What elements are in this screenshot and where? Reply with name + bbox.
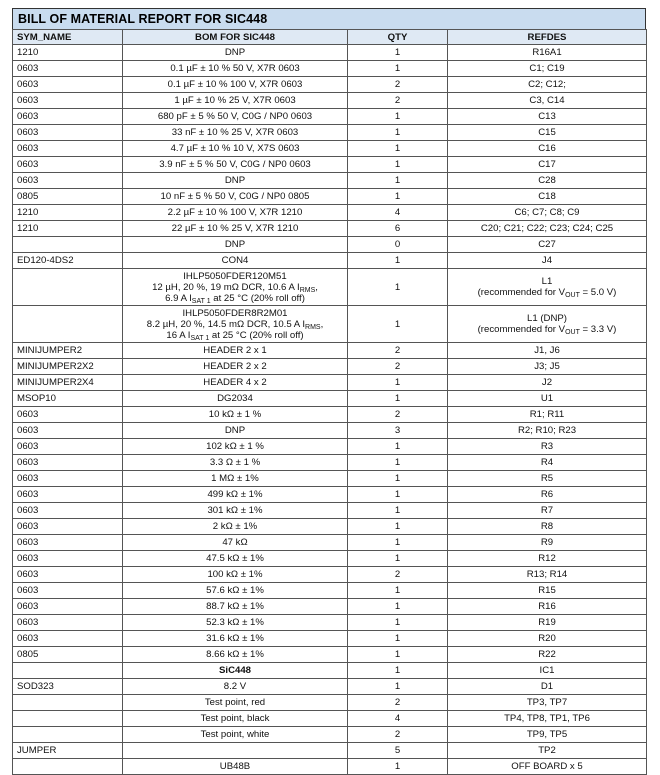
bom-cell: 499 kΩ ± 1% bbox=[123, 487, 348, 503]
subscript-text: OUT bbox=[565, 292, 580, 299]
qty-cell: 1 bbox=[348, 615, 448, 631]
sym-name-cell: 0805 bbox=[13, 647, 123, 663]
qty-cell: 2 bbox=[348, 359, 448, 375]
sym-name-cell: 0603 bbox=[13, 551, 123, 567]
sym-name-cell bbox=[13, 711, 123, 727]
refdes-cell: R12 bbox=[448, 551, 647, 567]
text-span: 8.2 µH, 20 %, 14.5 mΩ DCR, 10.5 A I bbox=[146, 318, 306, 330]
text-span: (recommended for V bbox=[477, 287, 566, 298]
sym-name-cell: 0603 bbox=[13, 487, 123, 503]
qty-cell: 1 bbox=[348, 306, 448, 343]
table-row bbox=[13, 567, 647, 583]
bom-cell: Test point, white bbox=[123, 727, 348, 743]
table-row bbox=[13, 359, 647, 375]
report-title: BILL OF MATERIAL REPORT FOR SIC448 bbox=[12, 8, 646, 29]
bom-cell: 88.7 kΩ ± 1% bbox=[123, 599, 348, 615]
table-row bbox=[13, 375, 647, 391]
qty-cell: 1 bbox=[348, 663, 448, 679]
refdes-cell: R1; R11 bbox=[448, 407, 647, 423]
text-span: at 25 °C (20% roll off) bbox=[210, 292, 305, 304]
table-row bbox=[13, 455, 647, 471]
text-span: at 25 °C (20% roll off) bbox=[209, 329, 304, 341]
subscript-text: OUT bbox=[565, 329, 580, 336]
refdes-cell: R19 bbox=[448, 615, 647, 631]
refdes-cell: J2 bbox=[448, 375, 647, 391]
subscript-text: SAT 1 bbox=[191, 297, 211, 305]
sym-name-cell: MSOP10 bbox=[13, 391, 123, 407]
text-span: (recommended for V bbox=[477, 324, 566, 335]
qty-cell: 2 bbox=[348, 695, 448, 711]
qty-cell: 1 bbox=[348, 487, 448, 503]
refdes-cell: TP4, TP8, TP1, TP6 bbox=[448, 711, 647, 727]
refdes-cell: TP9, TP5 bbox=[448, 727, 647, 743]
bom-cell: 8.2 V bbox=[123, 679, 348, 695]
header-row bbox=[13, 30, 647, 45]
bom-cell: 301 kΩ ± 1% bbox=[123, 503, 348, 519]
refdes-cell: TP3, TP7 bbox=[448, 695, 647, 711]
bom-cell bbox=[123, 743, 348, 759]
bom-cell: 102 kΩ ± 1 % bbox=[123, 439, 348, 455]
qty-cell: 3 bbox=[348, 423, 448, 439]
refdes-cell: R16 bbox=[448, 599, 647, 615]
table-row bbox=[13, 471, 647, 487]
qty-cell: 1 bbox=[348, 599, 448, 615]
refdes-cell: U1 bbox=[448, 391, 647, 407]
sym-name-cell bbox=[13, 306, 123, 343]
qty-cell: 1 bbox=[348, 455, 448, 471]
text-span: L1 bbox=[541, 276, 553, 287]
table-row bbox=[13, 727, 647, 743]
sym-name-cell: 0603 bbox=[13, 599, 123, 615]
table-row bbox=[13, 647, 647, 663]
sym-name-cell: 0603 bbox=[13, 631, 123, 647]
refdes-cell: D1 bbox=[448, 679, 647, 695]
qty-cell: 1 bbox=[348, 173, 448, 189]
bom-cell: 57.6 kΩ ± 1% bbox=[123, 583, 348, 599]
bom-cell: 2 kΩ ± 1% bbox=[123, 519, 348, 535]
qty-cell: 2 bbox=[348, 343, 448, 359]
table-row bbox=[13, 93, 647, 109]
qty-cell: 1 bbox=[348, 535, 448, 551]
table-row bbox=[13, 711, 647, 727]
qty-cell: 1 bbox=[348, 471, 448, 487]
header-refdes: REFDES bbox=[448, 30, 647, 45]
sym-name-cell: 0603 bbox=[13, 583, 123, 599]
sym-name-cell: 0603 bbox=[13, 125, 123, 141]
sym-name-cell: 0603 bbox=[13, 567, 123, 583]
subscript-text: RMS bbox=[305, 323, 321, 331]
text-span: = 3.3 V) bbox=[579, 324, 617, 335]
refdes-cell: C3, C14 bbox=[448, 93, 647, 109]
bom-cell: 8.66 kΩ ± 1% bbox=[123, 647, 348, 663]
refdes-cell: C16 bbox=[448, 141, 647, 157]
bom-cell: 0.1 µF ± 10 % 50 V, X7R 0603 bbox=[123, 61, 348, 77]
text-span: IHLP5050FDER120M51 bbox=[183, 270, 287, 282]
refdes-cell: C28 bbox=[448, 173, 647, 189]
table-row bbox=[13, 599, 647, 615]
table-row bbox=[13, 205, 647, 221]
qty-cell: 4 bbox=[348, 711, 448, 727]
bom-cell: DNP bbox=[123, 45, 348, 61]
sym-name-cell: 0603 bbox=[13, 93, 123, 109]
header-sym-name: SYM_NAME bbox=[13, 30, 123, 45]
qty-cell: 1 bbox=[348, 109, 448, 125]
bom-cell bbox=[123, 306, 348, 343]
qty-cell: 2 bbox=[348, 93, 448, 109]
table-row bbox=[13, 423, 647, 439]
bom-cell: 1 µF ± 10 % 25 V, X7R 0603 bbox=[123, 93, 348, 109]
qty-cell: 2 bbox=[348, 727, 448, 743]
refdes-cell: R16A1 bbox=[448, 45, 647, 61]
refdes-cell: J4 bbox=[448, 253, 647, 269]
text-span: , bbox=[320, 318, 324, 330]
text-span: 6.9 A I bbox=[165, 292, 192, 304]
table-row-inductor bbox=[13, 269, 647, 306]
text-span: = 5.0 V) bbox=[579, 287, 617, 298]
table-row bbox=[13, 141, 647, 157]
qty-cell: 1 bbox=[348, 45, 448, 61]
bom-cell: DNP bbox=[123, 237, 348, 253]
refdes-cell bbox=[448, 306, 647, 343]
table-row bbox=[13, 743, 647, 759]
refdes-cell: R6 bbox=[448, 487, 647, 503]
qty-cell: 1 bbox=[348, 647, 448, 663]
sym-name-cell: 0603 bbox=[13, 471, 123, 487]
bom-cell: 10 nF ± 5 % 50 V, C0G / NP0 0805 bbox=[123, 189, 348, 205]
bom-cell: 0.1 µF ± 10 % 100 V, X7R 0603 bbox=[123, 77, 348, 93]
refdes-cell: C15 bbox=[448, 125, 647, 141]
bom-cell: 31.6 kΩ ± 1% bbox=[123, 631, 348, 647]
bom-cell: 680 pF ± 5 % 50 V, C0G / NP0 0603 bbox=[123, 109, 348, 125]
bom-table bbox=[12, 29, 647, 775]
table-row bbox=[13, 503, 647, 519]
table-row bbox=[13, 551, 647, 567]
refdes-cell: R15 bbox=[448, 583, 647, 599]
sym-name-cell: 1210 bbox=[13, 205, 123, 221]
qty-cell: 1 bbox=[348, 125, 448, 141]
sym-name-cell: 0603 bbox=[13, 535, 123, 551]
bom-cell: Test point, black bbox=[123, 711, 348, 727]
refdes-cell: OFF BOARD x 5 bbox=[448, 759, 647, 775]
header-qty: QTY bbox=[348, 30, 448, 45]
qty-cell: 6 bbox=[348, 221, 448, 237]
qty-cell: 1 bbox=[348, 583, 448, 599]
sym-name-cell: MINIJUMPER2X2 bbox=[13, 359, 123, 375]
sym-name-cell: 0603 bbox=[13, 407, 123, 423]
table-row bbox=[13, 189, 647, 205]
bom-cell: 100 kΩ ± 1% bbox=[123, 567, 348, 583]
refdes-cell: C17 bbox=[448, 157, 647, 173]
sym-name-cell: 0603 bbox=[13, 157, 123, 173]
refdes-cell: R3 bbox=[448, 439, 647, 455]
table-row bbox=[13, 109, 647, 125]
qty-cell: 1 bbox=[348, 631, 448, 647]
sym-name-cell: 0603 bbox=[13, 439, 123, 455]
bom-cell: 3.9 nF ± 5 % 50 V, C0G / NP0 0603 bbox=[123, 157, 348, 173]
sym-name-cell: MINIJUMPER2X4 bbox=[13, 375, 123, 391]
bom-cell: DNP bbox=[123, 423, 348, 439]
text-span: 16 A I bbox=[166, 329, 191, 341]
qty-cell: 2 bbox=[348, 407, 448, 423]
qty-cell: 1 bbox=[348, 269, 448, 306]
bom-table-body bbox=[13, 45, 647, 775]
subscript-text: SAT 1 bbox=[190, 334, 210, 342]
table-row bbox=[13, 663, 647, 679]
qty-cell: 1 bbox=[348, 551, 448, 567]
table-row bbox=[13, 615, 647, 631]
refdes-cell: C1; C19 bbox=[448, 61, 647, 77]
refdes-cell: R22 bbox=[448, 647, 647, 663]
sym-name-cell bbox=[13, 695, 123, 711]
sym-name-cell: 0603 bbox=[13, 615, 123, 631]
bom-cell: HEADER 2 x 1 bbox=[123, 343, 348, 359]
sym-name-cell: 1210 bbox=[13, 45, 123, 61]
sym-name-cell: MINIJUMPER2 bbox=[13, 343, 123, 359]
table-row bbox=[13, 407, 647, 423]
qty-cell: 1 bbox=[348, 519, 448, 535]
sym-name-cell: 0603 bbox=[13, 77, 123, 93]
qty-cell: 5 bbox=[348, 743, 448, 759]
sym-name-cell: 0603 bbox=[13, 455, 123, 471]
sym-name-cell: 0603 bbox=[13, 109, 123, 125]
bom-cell: 47 kΩ bbox=[123, 535, 348, 551]
refdes-cell: R8 bbox=[448, 519, 647, 535]
refdes-cell: R13; R14 bbox=[448, 567, 647, 583]
table-row bbox=[13, 77, 647, 93]
qty-cell: 1 bbox=[348, 157, 448, 173]
qty-cell: 4 bbox=[348, 205, 448, 221]
bom-cell: HEADER 2 x 2 bbox=[123, 359, 348, 375]
refdes-cell bbox=[448, 269, 647, 306]
sym-name-cell: JUMPER bbox=[13, 743, 123, 759]
table-row bbox=[13, 583, 647, 599]
sym-name-cell: 0603 bbox=[13, 503, 123, 519]
sym-name-cell bbox=[13, 759, 123, 775]
table-row bbox=[13, 679, 647, 695]
header-bom: BOM FOR SIC448 bbox=[123, 30, 348, 45]
table-row bbox=[13, 253, 647, 269]
refdes-cell: J1, J6 bbox=[448, 343, 647, 359]
qty-cell: 2 bbox=[348, 77, 448, 93]
bom-cell bbox=[123, 269, 348, 306]
table-row bbox=[13, 125, 647, 141]
refdes-cell: R9 bbox=[448, 535, 647, 551]
table-row bbox=[13, 237, 647, 253]
bom-cell: SiC448 bbox=[123, 663, 348, 679]
refdes-cell: C13 bbox=[448, 109, 647, 125]
bom-cell: UB48B bbox=[123, 759, 348, 775]
text-span: 12 µH, 20 %, 19 mΩ DCR, 10.6 A I bbox=[152, 281, 300, 293]
bom-cell: DNP bbox=[123, 173, 348, 189]
sym-name-cell: SOD323 bbox=[13, 679, 123, 695]
table-row bbox=[13, 61, 647, 77]
table-row-inductor bbox=[13, 306, 647, 343]
table-row bbox=[13, 391, 647, 407]
text-span: , bbox=[315, 281, 318, 293]
text-span: IHLP5050FDER8R2M01 bbox=[182, 307, 288, 319]
bom-cell: 33 nF ± 10 % 25 V, X7R 0603 bbox=[123, 125, 348, 141]
table-row bbox=[13, 695, 647, 711]
table-row bbox=[13, 487, 647, 503]
table-row bbox=[13, 221, 647, 237]
qty-cell: 1 bbox=[348, 189, 448, 205]
sym-name-cell: ED120-4DS2 bbox=[13, 253, 123, 269]
sym-name-cell bbox=[13, 663, 123, 679]
bom-cell: 10 kΩ ± 1 % bbox=[123, 407, 348, 423]
qty-cell: 1 bbox=[348, 375, 448, 391]
refdes-cell: R20 bbox=[448, 631, 647, 647]
table-row bbox=[13, 343, 647, 359]
refdes-cell: C2; C12; bbox=[448, 77, 647, 93]
sym-name-cell: 0603 bbox=[13, 61, 123, 77]
refdes-cell: R5 bbox=[448, 471, 647, 487]
table-row bbox=[13, 157, 647, 173]
bom-cell: 4.7 µF ± 10 % 10 V, X7S 0603 bbox=[123, 141, 348, 157]
refdes-cell: C6; C7; C8; C9 bbox=[448, 205, 647, 221]
refdes-cell: R2; R10; R23 bbox=[448, 423, 647, 439]
bom-report bbox=[12, 8, 646, 775]
refdes-cell: R7 bbox=[448, 503, 647, 519]
refdes-cell: TP2 bbox=[448, 743, 647, 759]
refdes-cell: R4 bbox=[448, 455, 647, 471]
sym-name-cell: 0805 bbox=[13, 189, 123, 205]
qty-cell: 1 bbox=[348, 391, 448, 407]
qty-cell: 1 bbox=[348, 141, 448, 157]
sym-name-cell bbox=[13, 237, 123, 253]
qty-cell: 1 bbox=[348, 439, 448, 455]
qty-cell: 0 bbox=[348, 237, 448, 253]
sym-name-cell bbox=[13, 269, 123, 306]
qty-cell: 1 bbox=[348, 253, 448, 269]
bom-cell: HEADER 4 x 2 bbox=[123, 375, 348, 391]
sym-name-cell bbox=[13, 727, 123, 743]
table-row bbox=[13, 439, 647, 455]
table-row bbox=[13, 535, 647, 551]
refdes-cell: J3; J5 bbox=[448, 359, 647, 375]
qty-cell: 1 bbox=[348, 61, 448, 77]
bom-cell: 52.3 kΩ ± 1% bbox=[123, 615, 348, 631]
bom-cell: 3.3 Ω ± 1 % bbox=[123, 455, 348, 471]
qty-cell: 1 bbox=[348, 759, 448, 775]
sym-name-cell: 0603 bbox=[13, 423, 123, 439]
qty-cell: 2 bbox=[348, 567, 448, 583]
text-span: L1 (DNP) bbox=[527, 313, 567, 324]
bom-cell: 1 MΩ ± 1% bbox=[123, 471, 348, 487]
subscript-text: RMS bbox=[299, 286, 316, 294]
bom-cell: 2.2 µF ± 10 % 100 V, X7R 1210 bbox=[123, 205, 348, 221]
qty-cell: 1 bbox=[348, 679, 448, 695]
table-row bbox=[13, 173, 647, 189]
refdes-cell: C18 bbox=[448, 189, 647, 205]
sym-name-cell: 0603 bbox=[13, 141, 123, 157]
qty-cell: 1 bbox=[348, 503, 448, 519]
table-row bbox=[13, 519, 647, 535]
sym-name-cell: 0603 bbox=[13, 173, 123, 189]
refdes-cell: C20; C21; C22; C23; C24; C25 bbox=[448, 221, 647, 237]
bom-cell: CON4 bbox=[123, 253, 348, 269]
refdes-cell: IC1 bbox=[448, 663, 647, 679]
table-row bbox=[13, 759, 647, 775]
bom-cell: 22 µF ± 10 % 25 V, X7R 1210 bbox=[123, 221, 348, 237]
sym-name-cell: 0603 bbox=[13, 519, 123, 535]
bom-cell: DG2034 bbox=[123, 391, 348, 407]
bom-cell: Test point, red bbox=[123, 695, 348, 711]
table-row bbox=[13, 45, 647, 61]
bom-cell: 47.5 kΩ ± 1% bbox=[123, 551, 348, 567]
refdes-cell: C27 bbox=[448, 237, 647, 253]
table-row bbox=[13, 631, 647, 647]
sym-name-cell: 1210 bbox=[13, 221, 123, 237]
